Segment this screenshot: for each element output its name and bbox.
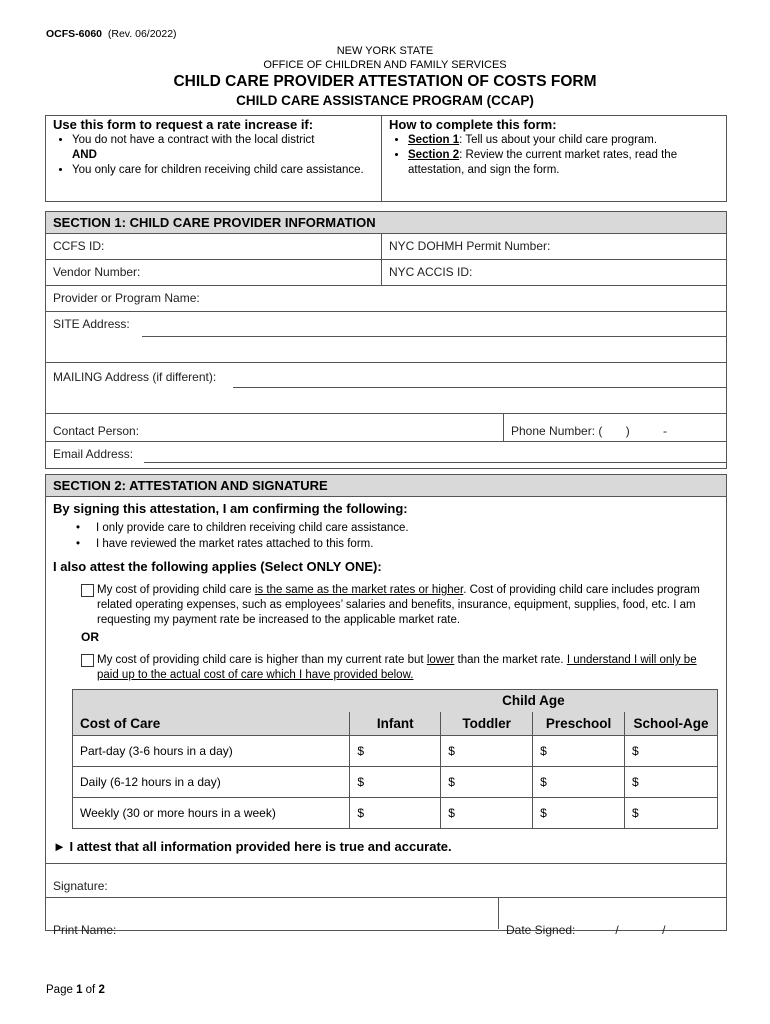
table-row	[73, 736, 718, 767]
state-name: NEW YORK STATE	[336, 45, 434, 57]
usage-item-2: • You only care for children receiving child care assistance.	[72, 163, 381, 178]
section-2-attestation	[45, 474, 727, 937]
option-2-text: My cost of providing child care is higher than my current rate but lower than the market rate. I understand I will only be paid up to the actual cost of care which I have provided below.	[97, 654, 697, 681]
row-label: Weekly (30 or more hours in a week)	[73, 798, 350, 829]
row-print-name	[46, 897, 726, 937]
page-number: Page 1 of 2	[46, 984, 105, 996]
contact-person-field[interactable]: Contact Person:	[53, 424, 140, 438]
mailing-address-label: MAILING Address (if different):	[53, 370, 217, 384]
phone-number-field[interactable]: Phone Number: ( ) -	[511, 424, 668, 438]
mailing-address-field[interactable]	[46, 363, 726, 414]
cost-of-care-header: Cost of Care	[73, 712, 350, 736]
confirm-item-1: • I only provide care to children receiving child care assistance.	[76, 522, 409, 534]
section-1-heading: SECTION 1: CHILD CARE PROVIDER INFORMATION	[46, 212, 726, 234]
child-age-header: Child Age	[350, 690, 718, 712]
infant-cost-input[interactable]: $	[350, 798, 441, 829]
page-title: CHILD CARE PROVIDER ATTESTATION OF COSTS FORM	[173, 73, 597, 90]
office-name: OFFICE OF CHILDREN AND FAMILY SERVICES	[263, 59, 507, 71]
attest-heading: I also attest the following applies (Select ONLY ONE):	[53, 559, 382, 574]
ccfs-id-field[interactable]: CCFS ID:	[53, 239, 105, 253]
schoolage-header: School-Age	[625, 712, 718, 736]
form-number: OCFS-6060 (Rev. 06/2022)	[46, 28, 177, 40]
preschool-cost-input[interactable]: $	[533, 736, 625, 767]
table-row	[73, 798, 718, 829]
signature-field[interactable]	[46, 863, 726, 898]
confirm-heading: By signing this attestation, I am confirming the following:	[53, 501, 408, 516]
infant-cost-input[interactable]: $	[350, 767, 441, 798]
provider-name-label: Provider or Program Name:	[53, 291, 200, 305]
schoolage-cost-input[interactable]: $	[625, 798, 718, 829]
how-to-complete	[382, 116, 726, 201]
option-1-checkbox[interactable]	[81, 584, 94, 597]
page-subtitle: CHILD CARE ASSISTANCE PROGRAM (CCAP)	[236, 93, 534, 108]
usage-conditions	[46, 116, 382, 201]
preschool-cost-input[interactable]: $	[533, 767, 625, 798]
row-ids	[46, 234, 726, 260]
final-attestation: ► I attest that all information provided here is true and accurate.	[53, 839, 452, 854]
site-address-field[interactable]	[46, 312, 726, 363]
email-address-label: Email Address:	[53, 447, 134, 461]
usage-heading: Use this form to request a rate increase if:	[53, 117, 314, 132]
row-contact	[46, 414, 726, 442]
section-1-provider-info	[45, 211, 727, 469]
how-heading: How to complete this form:	[389, 117, 557, 132]
preschool-cost-input[interactable]: $	[533, 798, 625, 829]
option-1-text: My cost of providing child care is the same as the market rates or higher. Cost of providing child care includes program related operating expenses, such as employees’ salaries and benefits, insurance, equipment, supplies, food, etc. I am requesting my payment rate be increased to the applicable market rate.	[97, 584, 700, 626]
section-2-heading: SECTION 2: ATTESTATION AND SIGNATURE	[46, 475, 726, 497]
site-address-label: SITE Address:	[53, 317, 130, 331]
nyc-dohmh-field[interactable]: NYC DOHMH Permit Number:	[389, 239, 551, 253]
date-signed-field[interactable]: Date Signed: / /	[506, 923, 666, 937]
toddler-cost-input[interactable]: $	[441, 798, 533, 829]
signature-label: Signature:	[53, 879, 108, 893]
print-name-field[interactable]: Print Name:	[53, 923, 117, 937]
schoolage-cost-input[interactable]: $	[625, 767, 718, 798]
table-row	[73, 767, 718, 798]
row-label: Part-day (3-6 hours in a day)	[73, 736, 350, 767]
preschool-header: Preschool	[533, 712, 625, 736]
toddler-cost-input[interactable]: $	[441, 736, 533, 767]
cost-of-care-table	[72, 689, 718, 829]
usage-item-1: • You do not have a contract with the local district AND	[72, 133, 381, 163]
row-label: Daily (6-12 hours in a day)	[73, 767, 350, 798]
or-separator: OR	[81, 630, 99, 644]
nyc-accis-field[interactable]: NYC ACCIS ID:	[389, 265, 473, 279]
confirm-list	[76, 520, 409, 552]
toddler-header: Toddler	[441, 712, 533, 736]
option-2	[81, 653, 721, 683]
vendor-number-field[interactable]: Vendor Number:	[53, 265, 141, 279]
table-header-blank	[73, 690, 350, 712]
infant-cost-input[interactable]: $	[350, 736, 441, 767]
confirm-item-2: • I have reviewed the market rates attached to this form.	[76, 538, 374, 550]
provider-name-field[interactable]	[46, 286, 726, 312]
option-1	[81, 583, 721, 628]
instructions-box	[45, 115, 727, 202]
infant-header: Infant	[350, 712, 441, 736]
how-item-1: • Section 1: Tell us about your child care program.	[408, 133, 726, 148]
how-item-2: • Section 2: Review the current market rates, read the attestation, and sign the form.	[408, 148, 726, 178]
toddler-cost-input[interactable]: $	[441, 767, 533, 798]
email-address-field[interactable]	[46, 442, 726, 467]
option-2-checkbox[interactable]	[81, 654, 94, 667]
row-vendor	[46, 260, 726, 286]
schoolage-cost-input[interactable]: $	[625, 736, 718, 767]
